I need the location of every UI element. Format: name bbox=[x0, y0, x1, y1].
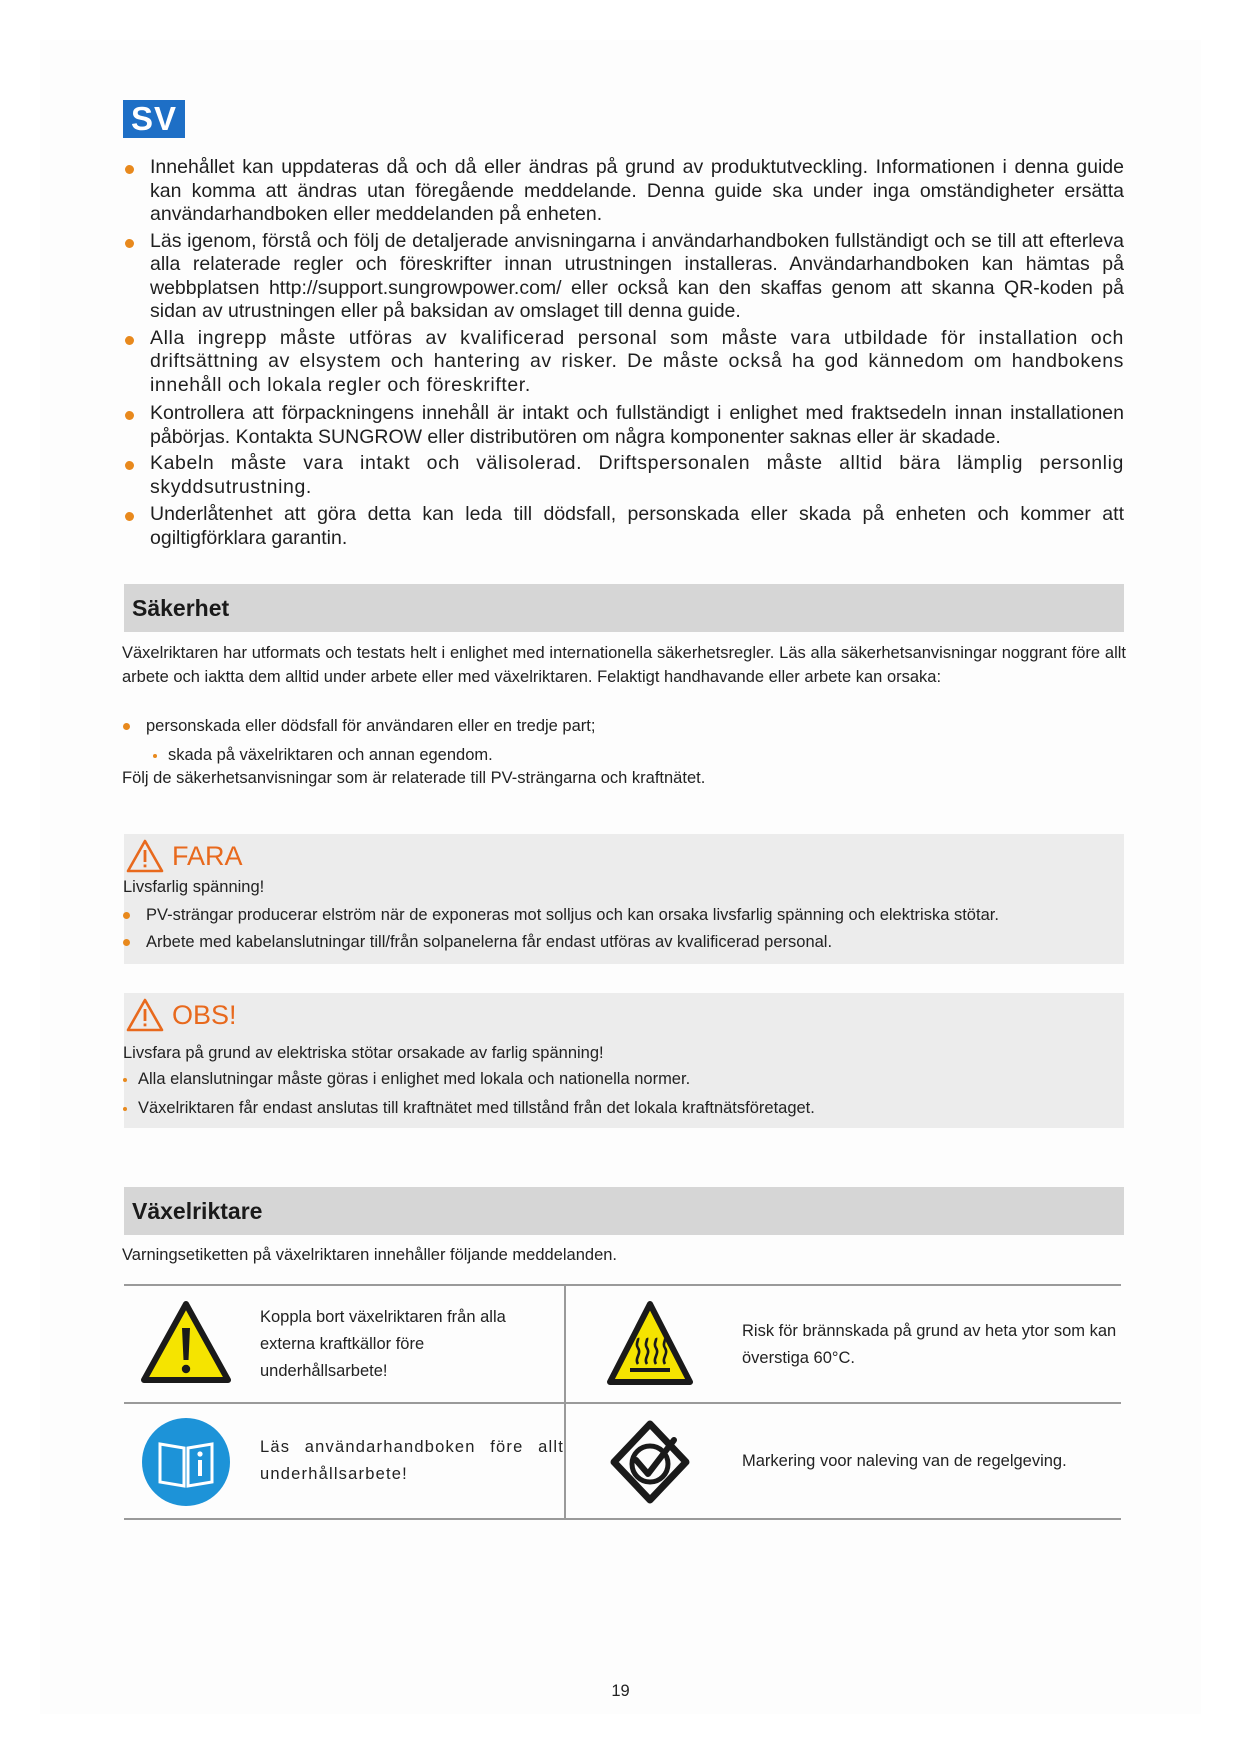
danger-title-row bbox=[126, 839, 243, 873]
list-item: Växelriktaren får endast anslutas till kraftnätet med tillstånd från det lokala kraftnätsföretaget. bbox=[122, 1097, 815, 1119]
bullet-icon bbox=[125, 239, 134, 248]
list-item: skada på växelriktaren och annan egendom. bbox=[152, 744, 493, 766]
warning-icon bbox=[126, 998, 164, 1032]
safety-heading-bar bbox=[124, 584, 1124, 632]
sign-text: Koppla bort växelriktaren från alla externa kraftkällor före underhållsarbete! bbox=[260, 1308, 506, 1380]
warning-icon bbox=[126, 839, 164, 873]
bullet-icon bbox=[123, 1107, 127, 1111]
bullet-icon bbox=[125, 461, 134, 470]
bullet-icon bbox=[123, 912, 130, 919]
warning-label-table bbox=[124, 1284, 1121, 1520]
notice-subtitle: Livsfara på grund av elektriska stötar orsakade av farlig spänning! bbox=[123, 1044, 604, 1062]
read-manual-icon bbox=[140, 1416, 232, 1508]
notice-list bbox=[122, 1068, 815, 1119]
intro-item: Alla ingrepp måste utföras av kvalificerad personal som måste vara utbildade för installation och driftsättning av elsystem och hantering av risker. De måste också ha god kännedom om handbokens innehåll och lokala regler och föreskrifter. bbox=[124, 327, 1124, 398]
table-cell bbox=[124, 1404, 564, 1520]
list-item: Alla elanslutningar måste göras i enlighet med lokala och nationella normer. bbox=[122, 1068, 815, 1090]
sign-text: Risk för brännskada på grund av heta ytor som kan överstiga 60°C. bbox=[742, 1322, 1117, 1367]
intro-item: Innehållet kan uppdateras då och då eller ändras på grund av produktutveckling. Informationen i denna guide kan komma att ändras utan föregående meddelande. Denna guide ska under inga omständigheter ersätta användarhandboken eller meddelanden på enheten. bbox=[124, 156, 1124, 227]
safety-heading: Säkerhet bbox=[132, 595, 230, 621]
sign-text: Läs användarhandboken före allt underhållsarbete! bbox=[260, 1438, 564, 1483]
safety-follow-text: Följ de säkerhetsanvisningar som är relaterade till PV-strängarna och kraftnätet. bbox=[122, 769, 706, 787]
notice-box bbox=[124, 993, 1124, 1128]
bullet-icon bbox=[123, 1078, 127, 1082]
safety-list bbox=[122, 715, 595, 737]
rcm-mark-icon bbox=[604, 1416, 696, 1508]
list-item: PV-strängar producerar elström när de exponeras mot solljus och kan orsaka livsfarlig spänning och elektriska stötar. bbox=[122, 904, 999, 926]
sign-text: Markering voor naleving van de regelgeving. bbox=[742, 1452, 1067, 1470]
danger-title: FARA bbox=[172, 841, 243, 871]
notice-title-row bbox=[126, 998, 237, 1032]
table-cell bbox=[124, 1286, 564, 1402]
notice-title: OBS! bbox=[172, 1000, 237, 1030]
bullet-icon bbox=[125, 411, 134, 420]
bullet-icon bbox=[125, 512, 134, 521]
intro-item: Kontrollera att förpackningens innehåll är intakt och fullständigt i enlighet med fraktsedeln innan installationen påbörjas. Kontakta SUNGROW eller distributören om några komponenter saknas eller är skadade. bbox=[124, 402, 1124, 449]
language-badge: SV bbox=[123, 100, 185, 138]
danger-subtitle: Livsfarlig spänning! bbox=[123, 878, 265, 896]
page-number: 19 bbox=[611, 1682, 630, 1700]
bullet-icon bbox=[153, 754, 157, 758]
safety-list-2 bbox=[152, 744, 493, 766]
bullet-icon bbox=[123, 723, 130, 730]
intro-list bbox=[124, 156, 1124, 552]
inverter-intro: Varningsetiketten på växelriktaren innehåller följande meddelanden. bbox=[122, 1246, 618, 1264]
intro-item: Underlåtenhet att göra detta kan leda till dödsfall, personskada eller skada på enheten och kommer att ogiltigförklara garantin. bbox=[124, 503, 1124, 550]
table-cell bbox=[566, 1286, 1121, 1402]
bullet-icon bbox=[125, 336, 134, 345]
safety-paragraph: Växelriktaren har utformats och testats helt i enlighet med internationella säkerhetsregler. Läs alla säkerhetsanvisningar noggrant före allt arbete och iaktta dem alltid under arbete eller med växelriktaren. Felaktigt handhavande eller arbete kan orsaka: bbox=[122, 644, 1126, 686]
hot-surface-icon bbox=[604, 1298, 696, 1390]
table-cell bbox=[566, 1404, 1121, 1520]
list-item: Arbete med kabelanslutningar till/från solpanelerna får endast utföras av kvalificerad personal. bbox=[122, 931, 999, 953]
bullet-icon bbox=[123, 939, 130, 946]
intro-item: Kabeln måste vara intakt och välisolerad. Driftspersonalen måste alltid bära lämplig personlig skyddsutrustning. bbox=[124, 452, 1124, 499]
inverter-heading-bar bbox=[124, 1187, 1124, 1235]
intro-item: Läs igenom, förstå och följ de detaljerade anvisningarna i användarhandboken fullständigt och se till att efterleva alla relaterade regler och föreskrifter innan utrustningen installeras. Användarhandboken kan hämtas på webbplatsen http://support.sungrowpower.com/ eller också kan den skaffas genom att skanna QR-koden på sidan av utrustningen eller på baksidan av omslaget till denna guide. bbox=[124, 230, 1124, 324]
list-item: personskada eller dödsfall för användaren eller en tredje part; bbox=[122, 715, 595, 737]
danger-box bbox=[124, 834, 1124, 964]
danger-list bbox=[122, 904, 999, 953]
bullet-icon bbox=[125, 165, 134, 174]
warning-triangle-icon bbox=[140, 1298, 232, 1390]
inverter-heading: Växelriktare bbox=[132, 1198, 263, 1224]
